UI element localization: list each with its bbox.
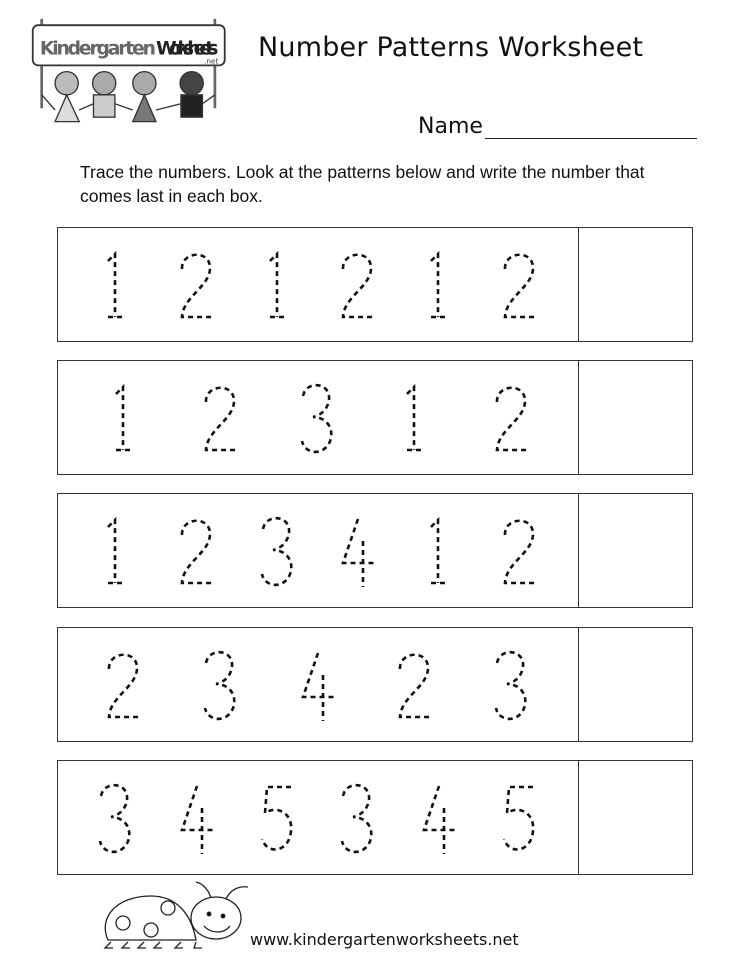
traceable-digit-3	[336, 778, 380, 858]
svg-text:.net: .net	[204, 56, 219, 66]
traceable-digit-3	[94, 778, 138, 858]
pattern-sequence	[58, 628, 579, 741]
pattern-row	[57, 493, 693, 608]
traceable-digit-1	[417, 245, 461, 325]
page-title: Number Patterns Worksheet	[258, 32, 644, 63]
traceable-digit-3	[490, 645, 534, 725]
pattern-sequence	[58, 494, 579, 607]
footer-url[interactable]: www.kindergartenworksheets.net	[250, 930, 519, 949]
traceable-digit-2	[498, 511, 542, 591]
answer-box[interactable]	[579, 228, 692, 341]
traceable-digit-4	[296, 645, 340, 725]
traceable-digit-3	[199, 645, 243, 725]
name-field[interactable]	[418, 114, 697, 139]
answer-box[interactable]	[579, 628, 692, 741]
answer-box[interactable]	[579, 361, 692, 474]
traceable-digit-4	[175, 778, 219, 858]
traceable-digit-3	[256, 511, 300, 591]
svg-text:Kindergarten: Kindergarten	[39, 38, 156, 60]
traceable-digit-2	[498, 245, 542, 325]
traceable-digit-2	[175, 511, 219, 591]
answer-box[interactable]	[579, 761, 692, 874]
pattern-sequence	[58, 228, 579, 341]
traceable-digit-2	[393, 645, 437, 725]
traceable-digit-1	[417, 511, 461, 591]
instructions: Trace the numbers. Look at the patterns below and write the number that comes last in each box.	[80, 162, 645, 206]
svg-text:Worksheets: Worksheets	[155, 38, 219, 60]
pattern-sequence	[58, 761, 579, 874]
traceable-digit-1	[94, 245, 138, 325]
traceable-digit-2	[336, 245, 380, 325]
name-line[interactable]	[485, 116, 697, 139]
traceable-digit-2	[490, 378, 534, 458]
pattern-row	[57, 227, 693, 342]
traceable-digit-1	[393, 378, 437, 458]
kindergarten-worksheets-logo	[14, 10, 239, 135]
traceable-digit-1	[94, 511, 138, 591]
ladybug-illustration	[96, 878, 256, 953]
traceable-digit-3	[296, 378, 340, 458]
name-label: Name	[418, 114, 483, 139]
traceable-digit-2	[199, 378, 243, 458]
traceable-digit-4	[417, 778, 461, 858]
traceable-digit-5	[256, 778, 300, 858]
pattern-row	[57, 627, 693, 742]
traceable-digit-1	[256, 245, 300, 325]
traceable-digit-2	[102, 645, 146, 725]
traceable-digit-1	[102, 378, 146, 458]
traceable-digit-5	[498, 778, 542, 858]
pattern-sequence	[58, 361, 579, 474]
answer-box[interactable]	[579, 494, 692, 607]
traceable-digit-2	[175, 245, 219, 325]
pattern-row	[57, 760, 693, 875]
pattern-row	[57, 360, 693, 475]
traceable-digit-4	[336, 511, 380, 591]
